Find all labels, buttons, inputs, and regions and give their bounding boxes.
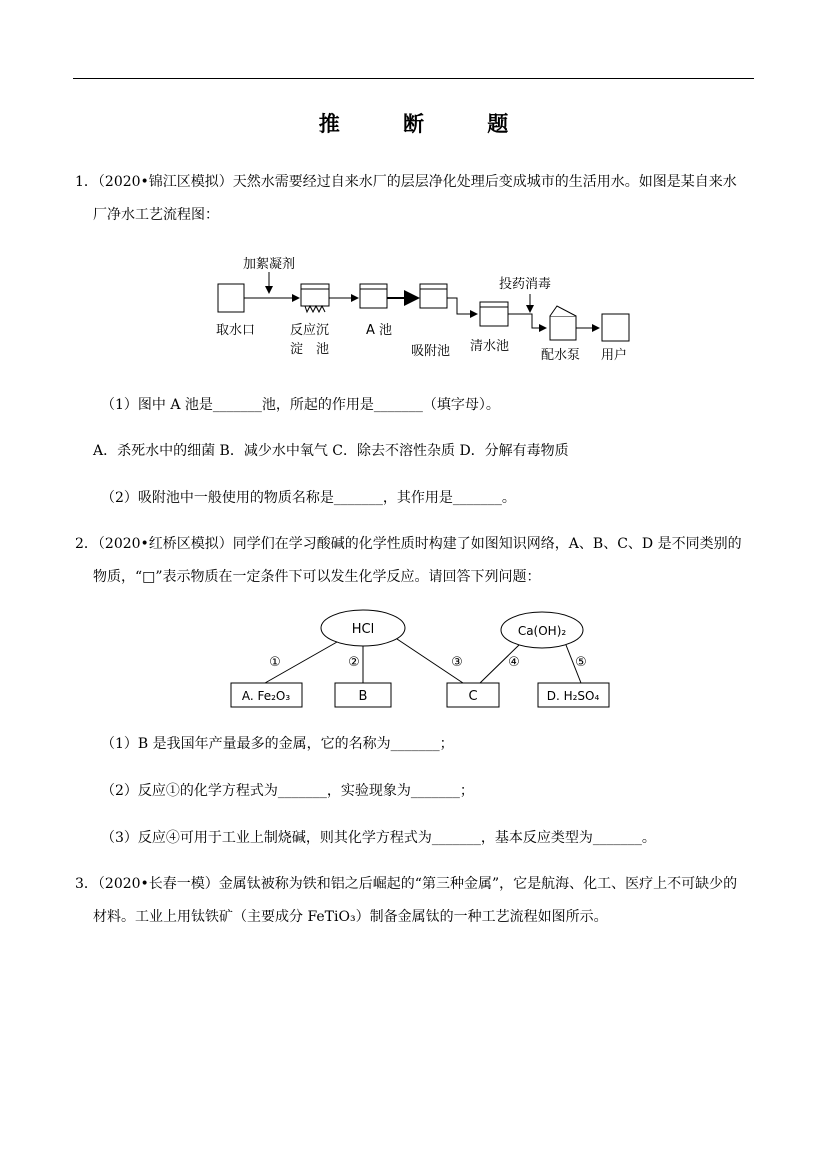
page-title: 推 断 题 — [318, 111, 537, 136]
add-coagulant-label: 加絮凝剂 — [243, 257, 296, 272]
intake-label: 取水口 — [216, 323, 256, 338]
box-c-label: C — [468, 689, 478, 704]
sediment-tank-icon — [301, 284, 329, 312]
q1-line-2: 厂净水工艺流程图： — [93, 207, 219, 223]
acid-base-network-diagram — [225, 606, 620, 711]
q2-sub-2: （2）反应①的化学方程式为_______，实验现象为_______； — [101, 783, 474, 799]
q1-sub-1: （1）图中 A 池是_______池，所起的作用是_______（填字母）。 — [101, 397, 500, 413]
reaction-1-number: ① — [269, 655, 281, 670]
adsorption-pool-icon — [420, 284, 447, 308]
box-b-label: B — [358, 689, 368, 704]
clear-water-label: 清水池 — [470, 339, 510, 354]
hcl-label: HCl — [351, 622, 375, 637]
q2-line-1: 2．（2020•红桥区模拟）同学们在学习酸碱的化学性质时构建了如图知识网络，A、B、C、D 是不同类别的 — [75, 536, 742, 552]
arrow-adsorption-clear — [447, 298, 477, 314]
q1-sub-2: （2）吸附池中一般使用的物质名称是_______，其作用是_______。 — [101, 490, 516, 506]
sediment-label-1: 反应沉 — [290, 323, 330, 338]
sediment-label-2: 淀 池 — [290, 342, 330, 357]
q3-line-1: 3．（2020•长春一模）金属钛被称为铁和铝之后崛起的“第三种金属”，它是航海、化工、医疗上不可缺少的 — [75, 876, 738, 892]
water-treatment-flowchart — [205, 248, 645, 373]
reaction-3-number: ③ — [451, 655, 463, 670]
reaction-4-number: ④ — [508, 655, 520, 670]
clear-water-pool-icon — [480, 302, 508, 326]
pool-a-label: A 池 — [366, 323, 393, 338]
q1-options: A．杀死水中的细菌 B．减少水中氧气 C．除去不溶性杂质 D．分解有毒物质 — [93, 443, 569, 459]
intake-box — [218, 284, 244, 312]
box-a-label: A. Fe₂O₃ — [241, 689, 291, 703]
box-d-label: D. H₂SO₄ — [546, 689, 600, 703]
q2-sub-3: （3）反应④可用于工业上制烧碱，则其化学方程式为_______，基本反应类型为_______。 — [101, 830, 656, 846]
q2-sub-1: （1）B 是我国年产量最多的金属，它的名称为_______； — [101, 736, 454, 752]
q1-line-1: 1．（2020•锦江区模拟）天然水需要经过自来水厂的层层净化处理后变成城市的生活用水。如图是某自来水 — [75, 174, 737, 190]
reaction-5-number: ⑤ — [575, 655, 587, 670]
pump-label: 配水泵 — [541, 348, 581, 363]
user-box — [602, 314, 629, 341]
header-rule — [73, 78, 754, 79]
user-label: 用户 — [601, 348, 628, 363]
disinfect-label: 投药消毒 — [499, 277, 552, 292]
q3-line-2: 材料。工业上用钛铁矿（主要成分 FeTiO₃）制备金属钛的一种工艺流程如图所示。 — [93, 909, 608, 925]
reaction-2-number: ② — [348, 655, 360, 670]
caoh2-label: Ca(OH)₂ — [517, 624, 567, 638]
pool-a-icon — [360, 284, 387, 308]
pump-icon — [550, 306, 576, 340]
arrow-clear-pump — [508, 314, 546, 328]
adsorption-label: 吸附池 — [411, 344, 451, 359]
q2-line-2: 物质，“□”表示物质在一定条件下可以发生化学反应。请回答下列问题： — [93, 569, 541, 585]
